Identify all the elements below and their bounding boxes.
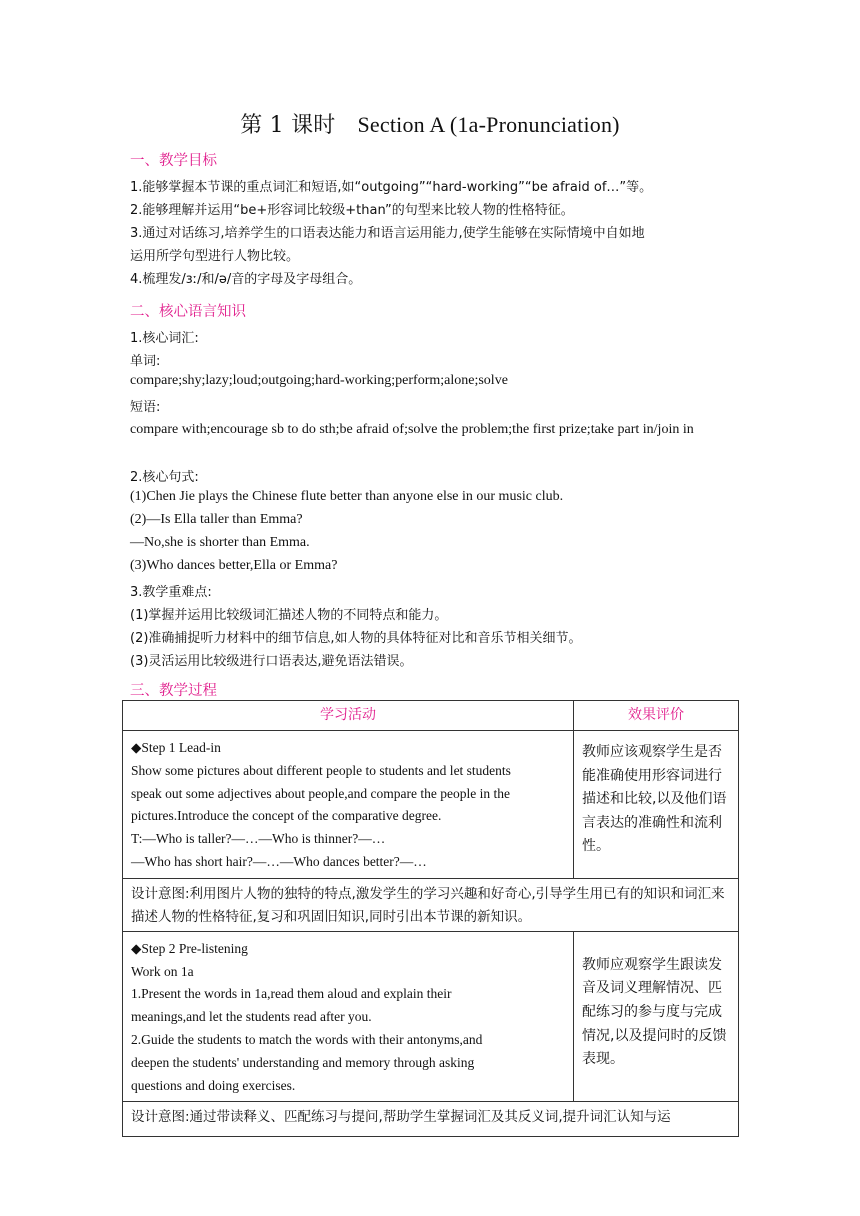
step1-activity [123, 731, 574, 879]
step1-design-intent: 设计意图:利用图片人物的独特的特点,激发学生的学习兴趣和好奇心,引导学生用已有的知识和词汇来描述人物的性格特征,复习和巩固旧知识,同时引出本节课的新知识。 [123, 878, 739, 931]
activity-line: 1.Present the words in 1a,read them aloud and explain their [131, 986, 452, 1002]
table-header-row [123, 701, 739, 731]
activity-line: Work on 1a [131, 963, 194, 979]
words-label: 单词: [130, 354, 161, 369]
table-row [123, 1102, 739, 1137]
table-row [123, 731, 739, 879]
activity-line: deepen the students' understanding and memory through asking [131, 1054, 475, 1070]
phrases-list: compare with;encourage sb to do sth;be afraid of;solve the problem;the first prize;take part in/join in [130, 422, 694, 437]
section-heading-objectives: 一、教学目标 [130, 153, 217, 169]
activity-line: Show some pictures about different people to students and let students [131, 762, 511, 778]
title-lesson: 第 1 课时 [240, 113, 336, 138]
phrases-label: 短语: [130, 400, 161, 415]
objective-line: 2.能够理解并运用“be+形容词比较级+than”的句型来比较人物的性格特征。 [130, 203, 574, 218]
activity-line: speak out some adjectives about people,and compare the people in the [131, 785, 510, 801]
step1-evaluation: 教师应该观察学生是否能准确使用形容词进行描述和比较,以及他们语言表达的准确性和流利性。 [574, 731, 739, 879]
activity-line: T:—Who is taller?—…—Who is thinner?—… [131, 831, 386, 847]
design-intent-text: 设计意图:通过带读释义、匹配练习与提问,帮助学生掌握词汇及其反义词,提升词汇认知与运 [131, 1109, 671, 1126]
activity-line: 2.Guide the students to match the words with their antonyms,and [131, 1031, 483, 1047]
activity-line: pictures.Introduce the concept of the comparative degree. [131, 808, 442, 824]
teaching-process-table [122, 700, 739, 1137]
objective-line: 3.通过对话练习,培养学生的口语表达能力和语言运用能力,使学生能够在实际情境中自如地 [130, 226, 645, 241]
step2-evaluation: 教师应观察学生跟读发音及词义理解情况、匹配练习的参与度与完成情况,以及提问时的反馈表现。 [574, 931, 739, 1102]
activity-line: —Who has short hair?—…—Who dances better?—… [131, 853, 427, 869]
key-points-title: 3.教学重难点: [130, 585, 212, 600]
objective-line: 4.梳理发/ɜː/和/ə/音的字母及字母组合。 [130, 272, 362, 287]
objective-line: 1.能够掌握本节课的重点词汇和短语,如“outgoing”“hard-working”“be afraid of…”等。 [130, 180, 653, 195]
table-row [123, 878, 739, 931]
header-activity: 学习活动 [123, 701, 574, 731]
key-point-line: (2)准确捕捉听力材料中的细节信息,如人物的具体特征对比和音乐节相关细节。 [130, 631, 582, 646]
key-point-line: (1)掌握并运用比较级词汇描述人物的不同特点和能力。 [130, 608, 448, 623]
step2-activity [123, 931, 574, 1102]
section-heading-language: 二、核心语言知识 [130, 304, 246, 320]
step-title: ◆Step 1 Lead-in [131, 740, 221, 755]
words-list: compare;shy;lazy;loud;outgoing;hard-working;perform;alone;solve [130, 373, 508, 388]
activity-line: questions and doing exercises. [131, 1077, 296, 1093]
sentence-line: (1)Chen Jie plays the Chinese flute better than anyone else in our music club. [130, 489, 564, 504]
sentence-line: (3)Who dances better,Ella or Emma? [130, 558, 338, 573]
sentence-line: (2)—Is Ella taller than Emma? [130, 512, 303, 527]
step2-design-intent [123, 1102, 739, 1137]
header-evaluation: 效果评价 [574, 701, 739, 731]
section-heading-process: 三、教学过程 [130, 683, 217, 699]
step-title: ◆Step 2 Pre-listening [131, 940, 248, 956]
vocab-title: 1.核心词汇: [130, 331, 199, 346]
activity-line: meanings,and let the students read after you. [131, 1009, 372, 1025]
table-row [123, 931, 739, 1102]
objective-line: 运用所学句型进行人物比较。 [130, 249, 300, 264]
title-section: Section A (1a-Pronunciation) [357, 112, 620, 137]
sentences-title: 2.核心句式: [130, 470, 199, 485]
sentence-line: —No,she is shorter than Emma. [130, 535, 310, 550]
key-point-line: (3)灵活运用比较级进行口语表达,避免语法错误。 [130, 654, 413, 669]
page-title [0, 108, 860, 139]
